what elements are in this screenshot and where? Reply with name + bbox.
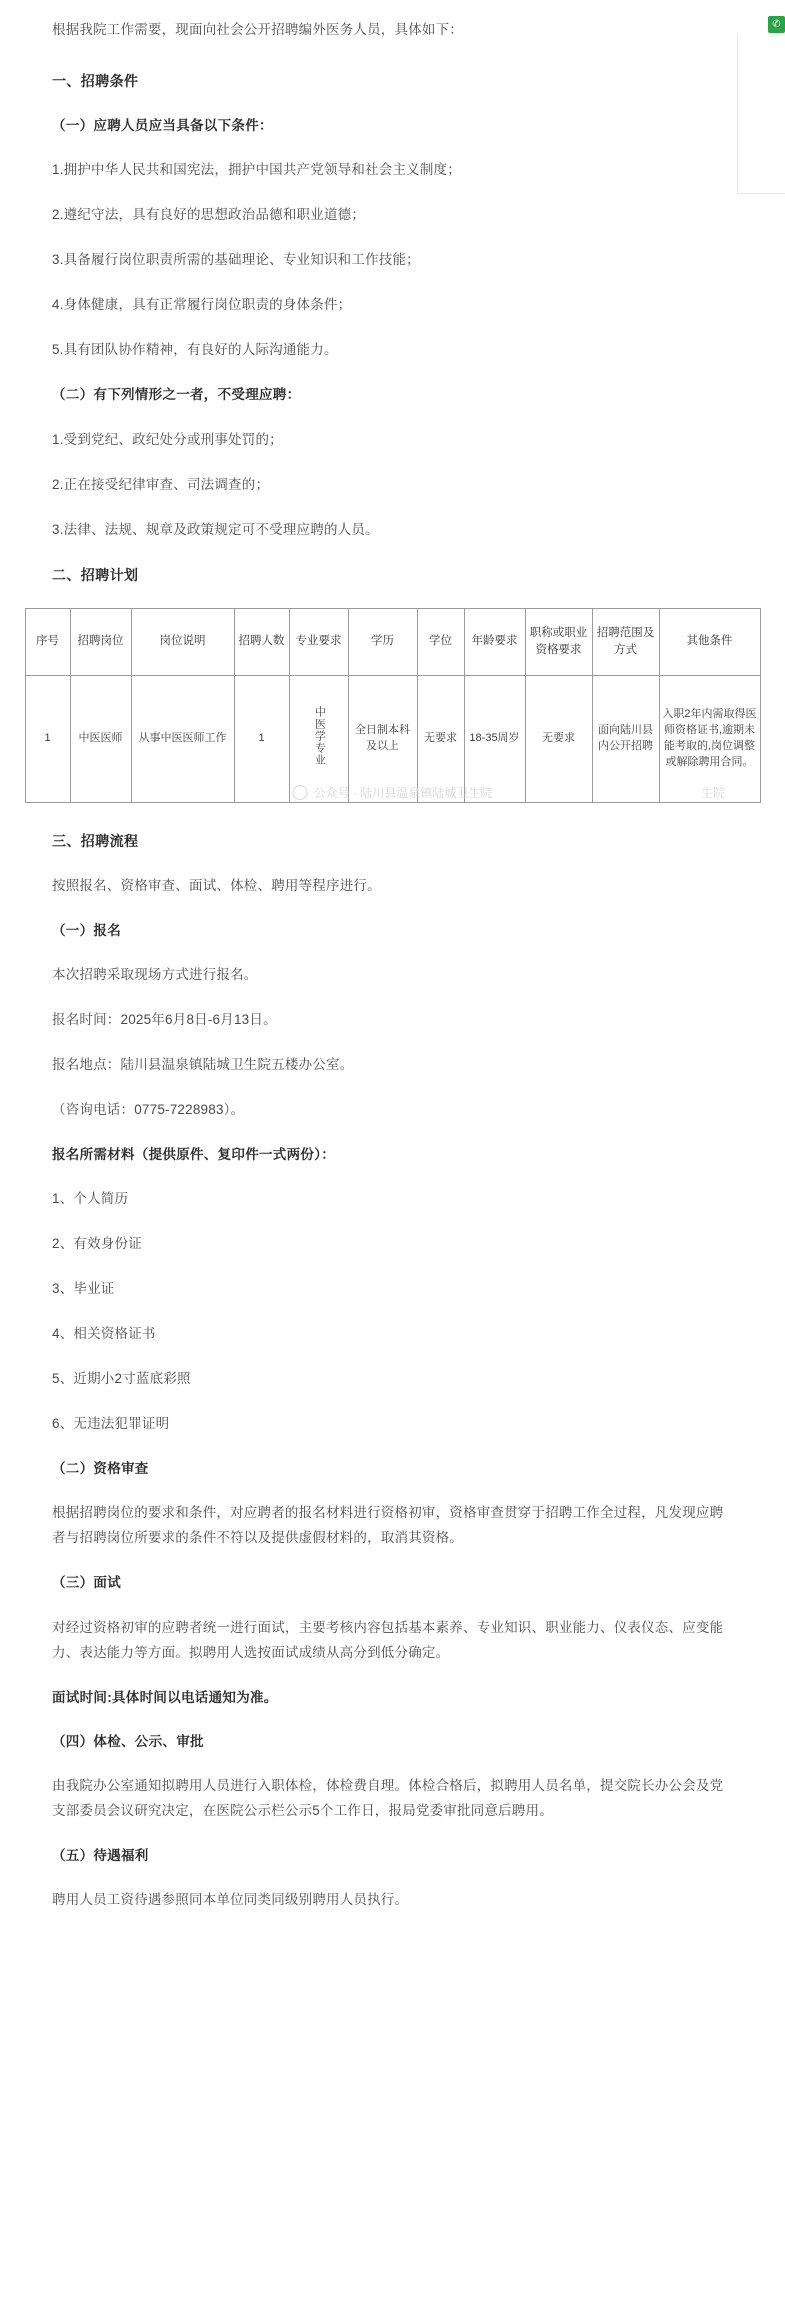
table-header-cell: 职称或职业资格要求: [525, 608, 592, 675]
intro-paragraph: 根据我院工作需要，现面向社会公开招聘编外医务人员，具体如下：: [52, 22, 463, 37]
signup-item: 本次招聘采取现场方式进行报名。: [52, 967, 258, 983]
subsection-heading-3-2: （二）资格审查: [52, 1461, 149, 1477]
table-row: [25, 675, 760, 802]
qualification-review-text: 根据招聘岗位的要求和条件，对应聘者的报名材料进行资格初审，资格审查贯穿于招聘工作全过程，凡发现应聘者与招聘岗位所要求的条件不符以及提供虚假材料的，取消其资格。: [52, 1505, 724, 1546]
table-header-cell: 招聘人数: [234, 608, 289, 675]
condition-item: 2.遵纪守法，具有良好的思想政治品德和职业道德；: [52, 207, 366, 223]
table-header-cell: 学历: [348, 608, 417, 675]
section-heading-2: 二、招聘计划: [52, 566, 139, 583]
material-item: 3、毕业证: [52, 1281, 115, 1297]
exclusion-item: 3.法律、法规、规章及政策规定可不受理应聘的人员。: [52, 521, 379, 537]
signup-item: 报名时间：2025年6月8日-6月13日。: [52, 1012, 277, 1028]
subsection-heading-1-1: （一）应聘人员应当具备以下条件：: [52, 118, 273, 134]
exclusion-item: 1.受到党纪、政纪处分或刑事处罚的；: [52, 431, 283, 447]
materials-heading: 报名所需材料（提供原件、复印件一式两份）：: [52, 1147, 336, 1163]
wechat-icon[interactable]: ✆: [768, 16, 785, 33]
subsection-heading-3-3: （三）面试: [52, 1575, 121, 1591]
subsection-heading-1-2: （二）有下列情形之一者，不受理应聘：: [52, 387, 301, 403]
table-cell-age: 18-35周岁: [464, 675, 525, 802]
material-item: 6、无违法犯罪证明: [52, 1416, 170, 1432]
table-cell-desc: 从事中医医师工作: [131, 675, 234, 802]
material-item: 1、个人简历: [52, 1191, 129, 1207]
interview-time: 面试时间:具体时间以电话通知为准。: [52, 1689, 278, 1705]
table-cell-other: 入职2年内需取得医师资格证书,逾期未能考取的,岗位调整或解除聘用合同。: [659, 675, 760, 802]
table-cell-major-text: 中医学专业: [313, 705, 326, 766]
table-cell-count: 1: [234, 675, 289, 802]
table-header-cell: 学位: [417, 608, 464, 675]
condition-item: 4.身体健康，具有正常履行岗位职责的身体条件；: [52, 297, 352, 313]
section-heading-3: 三、招聘流程: [52, 832, 139, 849]
material-item: 5、近期小2寸蓝底彩照: [52, 1371, 191, 1387]
exclusion-item: 2.正在接受纪律审查、司法调查的；: [52, 476, 270, 492]
condition-item: 1.拥护中华人民共和国宪法，拥护中国共产党领导和社会主义制度；: [52, 162, 461, 178]
table-cell-title-req: 无要求: [525, 675, 592, 802]
material-item: 4、相关资格证书: [52, 1326, 156, 1342]
table-cell-major: [289, 675, 348, 802]
table-header-cell: 专业要求: [289, 608, 348, 675]
table-header-cell: 岗位说明: [131, 608, 234, 675]
subsection-heading-3-1: （一）报名: [52, 922, 121, 938]
process-lead: 按照报名、资格审查、面试、体检、聘用等程序进行。: [52, 877, 381, 893]
interview-text: 对经过资格初审的应聘者统一进行面试，主要考核内容包括基本素养、专业知识、职业能力、仪表仪态、应变能力、表达能力等方面。拟聘用人选按面试成绩从高分到低分确定。: [52, 1619, 724, 1660]
table-cell-education: 全日制本科及以上: [348, 675, 417, 802]
medical-public-approval-text: 由我院办公室通知拟聘用人员进行入职体检，体检费自理。体检合格后，拟聘用人员名单，提交院长办公会及党支部委员会议研究决定，在医院公示栏公示5个工作日，报局党委审批同意后聘用。: [52, 1778, 724, 1819]
material-item: 2、有效身份证: [52, 1236, 142, 1252]
watermark-tail: 生院: [700, 785, 725, 800]
section-heading-1: 一、招聘条件: [52, 72, 139, 89]
subsection-heading-3-5: （五）待遇福利: [52, 1848, 149, 1864]
subsection-heading-3-4: （四）体检、公示、审批: [52, 1733, 204, 1749]
table-cell-degree: 无要求: [417, 675, 464, 802]
watermark-text: 公众号 · 陆川县温泉镇陆城卫生院: [313, 785, 493, 800]
table-header-cell: 其他条件: [659, 608, 760, 675]
table-header-cell: 招聘岗位: [70, 608, 131, 675]
table-header-row: [25, 608, 760, 675]
condition-item: 3.具备履行岗位职责所需的基础理论、专业知识和工作技能；: [52, 252, 420, 268]
signup-item: 报名地点：陆川县温泉镇陆城卫生院五楼办公室。: [52, 1057, 354, 1073]
recruitment-plan-table: [25, 608, 761, 803]
right-side-panel: [737, 34, 785, 194]
table-cell-post: 中医医师: [70, 675, 131, 802]
table-header-cell: 序号: [25, 608, 70, 675]
table-header-cell: 招聘范围及方式: [592, 608, 659, 675]
signup-item: （咨询电话：0775-7228983）。: [52, 1102, 245, 1118]
recruitment-plan-table-wrapper: [36, 608, 757, 803]
table-header-cell: 年龄要求: [464, 608, 525, 675]
benefits-text: 聘用人员工资待遇参照同本单位同类同级别聘用人员执行。: [52, 1892, 409, 1908]
table-cell-scope: 面向陆川县内公开招聘: [592, 675, 659, 802]
table-cell-no: 1: [25, 675, 70, 802]
condition-item: 5.具有团队协作精神，有良好的人际沟通能力。: [52, 342, 338, 358]
